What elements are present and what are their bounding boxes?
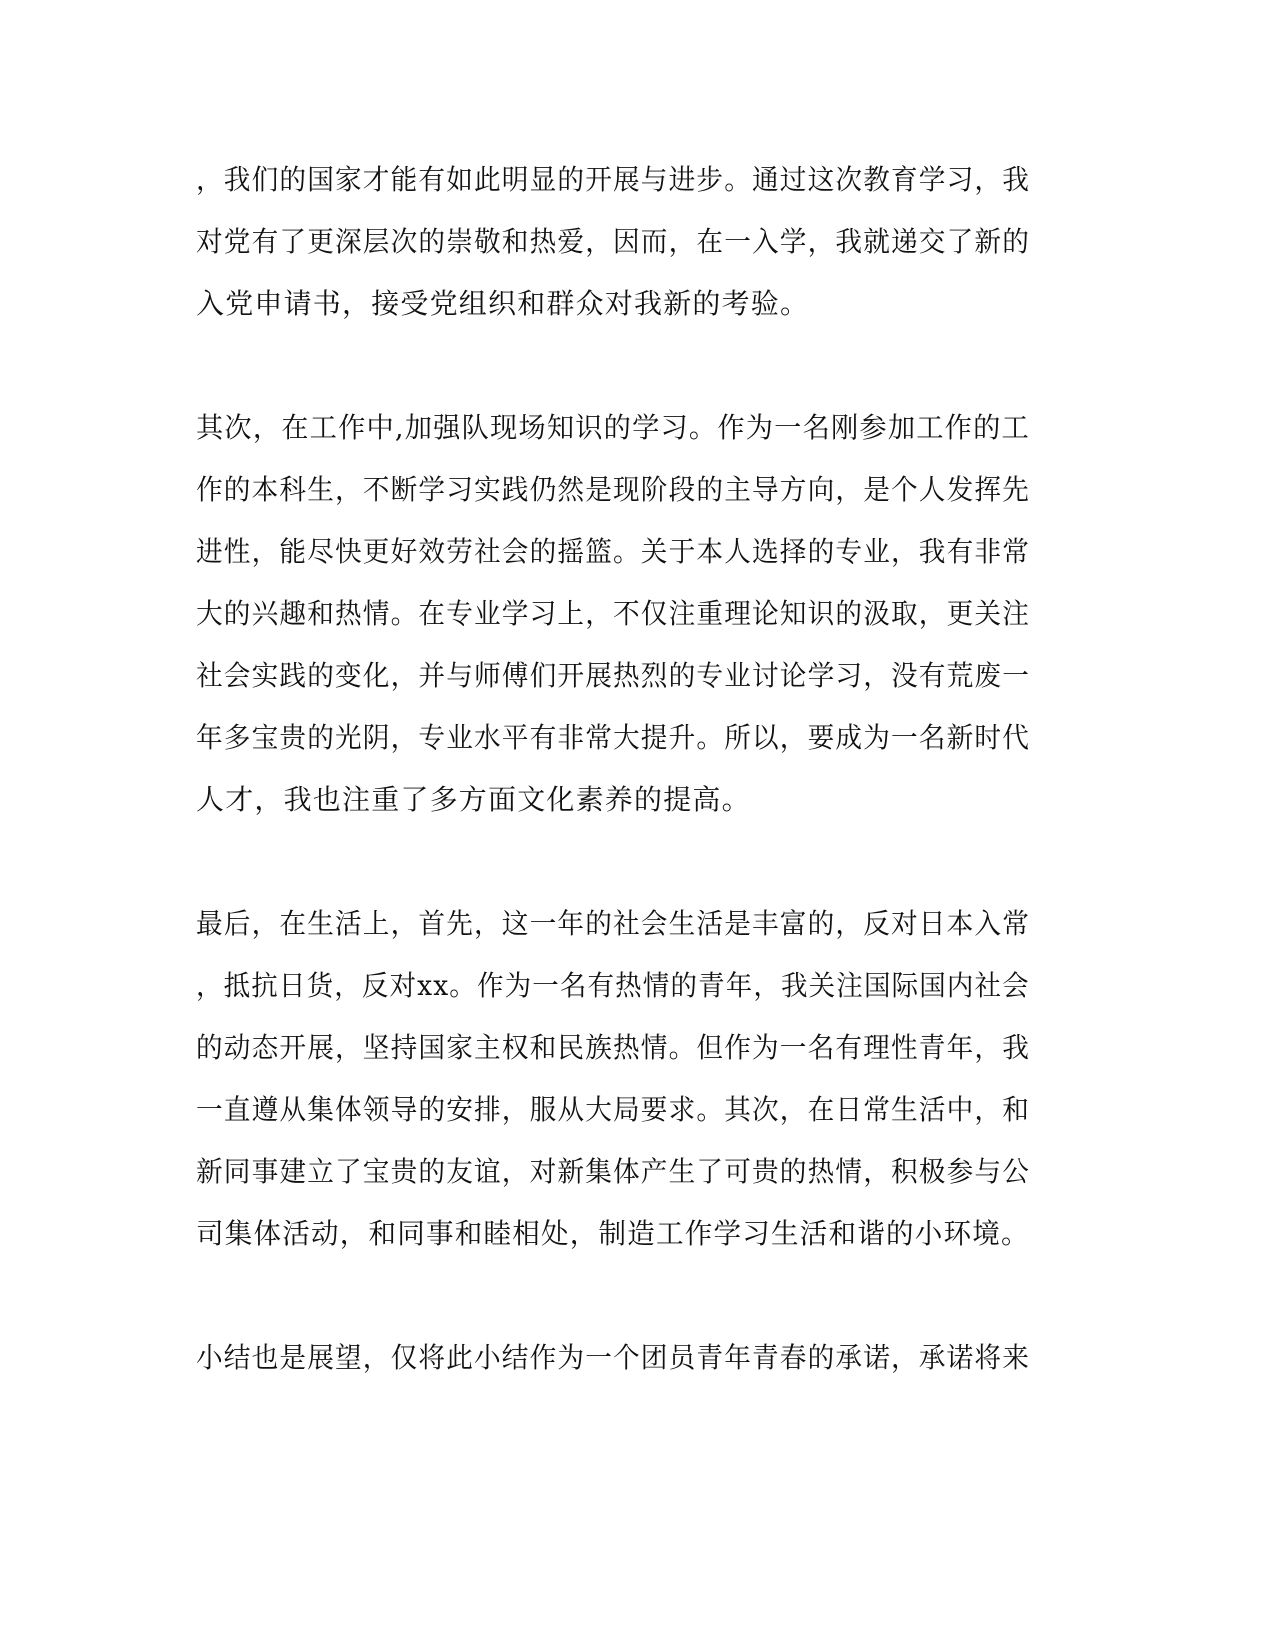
text-line: 对党有了更深层次的崇敬和热爱，因而，在一入学，我就递交了新的 [196,225,1031,258]
text-line: 年多宝贵的光阴，专业水平有非常大提升。所以，要成为一名新时代 [196,721,1031,754]
text-line: ，我们的国家才能有如此明显的开展与进步。通过这次教育学习，我 [196,163,1031,196]
text-line: 最后，在生活上，首先，这一年的社会生活是丰富的，反对日本入常 [196,907,1031,940]
text-line: 一直遵从集体领导的安排，服从大局要求。其次，在日常生活中，和 [196,1093,1031,1126]
text-line: 作的本科生，不断学习实践仍然是现阶段的主导方向，是个人发挥先 [196,473,1031,506]
text-line: 新同事建立了宝贵的友谊，对新集体产生了可贵的热情，积极参与公 [196,1155,1031,1188]
text-line: 的动态开展，坚持国家主权和民族热情。但作为一名有理性青年，我 [196,1031,1031,1064]
text-line: 小结也是展望，仅将此小结作为一个团员青年青春的承诺，承诺将来 [196,1341,1031,1374]
text-line: 其次，在工作中,加强队现场知识的学习。作为一名刚参加工作的工 [196,411,1030,444]
text-line: 入党申请书，接受党组织和群众对我新的考验。 [196,287,810,320]
text-line: ，抵抗日货，反对xx。作为一名有热情的青年，我关注国际国内社会 [196,969,1030,1002]
text-line: 进性，能尽快更好效劳社会的摇篮。关于本人选择的专业，我有非常 [196,535,1031,568]
text-line: 人才，我也注重了多方面文化素养的提高。 [196,783,751,816]
text-line: 大的兴趣和热情。在专业学习上，不仅注重理论知识的汲取，更关注 [196,597,1031,630]
text-line: 司集体活动，和同事和睦相处，制造工作学习生活和谐的小环境。 [196,1217,1030,1250]
text-line: 社会实践的变化，并与师傅们开展热烈的专业讨论学习，没有荒废一 [196,659,1031,692]
